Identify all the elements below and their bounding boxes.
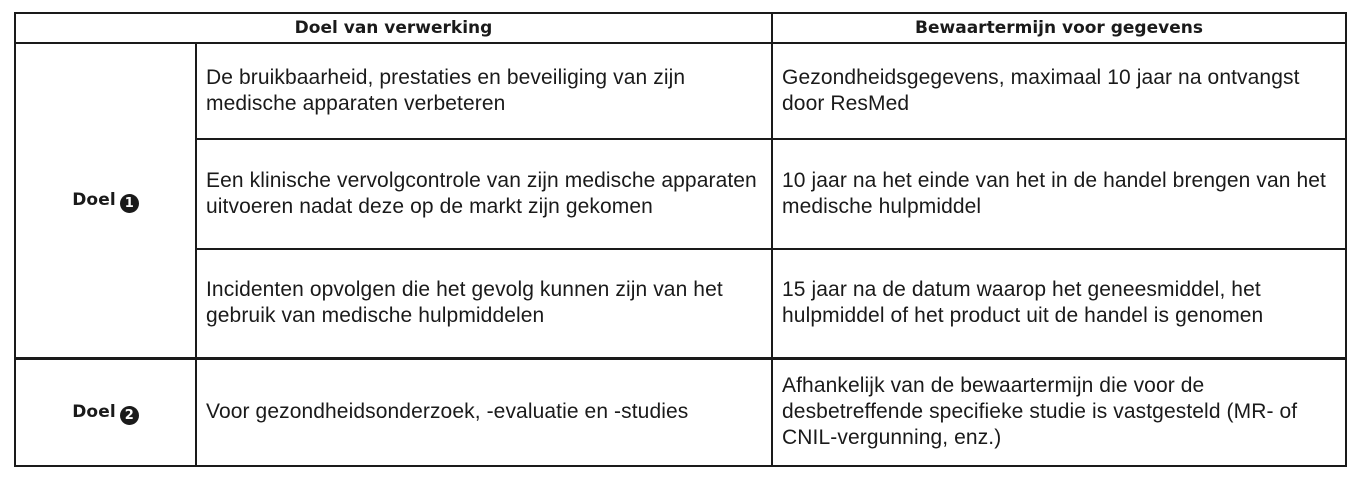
goal-2-label: Doel <box>72 402 116 423</box>
purpose-cell: Incidenten opvolgen die het gevolg kunnen zijn van het gebruik van medische hulpmiddelen <box>196 249 772 358</box>
retention-cell: 15 jaar na de datum waarop het geneesmiddel, het hulpmiddel of het product uit de handel is genomen <box>772 249 1346 358</box>
retention-table <box>14 12 1347 467</box>
purpose-cell: Een klinische vervolgcontrole van zijn medische apparaten uitvoeren nadat deze op de markt zijn gekomen <box>196 139 772 249</box>
goal-2-badge: 2 <box>120 406 139 425</box>
retention-table-container <box>14 12 1347 467</box>
table-row <box>15 358 1346 466</box>
purpose-cell: Voor gezondheidsonderzoek, -evaluatie en -studies <box>196 358 772 466</box>
header-row <box>15 13 1346 43</box>
retention-cell: Gezondheidsgegevens, maximaal 10 jaar na ontvangst door ResMed <box>772 43 1346 139</box>
table-row <box>15 249 1346 358</box>
header-purpose: Doel van verwerking <box>15 13 772 43</box>
header-retention: Bewaartermijn voor gegevens <box>772 13 1346 43</box>
goal-1-label: Doel <box>72 190 116 211</box>
retention-cell: 10 jaar na het einde van het in de handel brengen van het medische hulpmiddel <box>772 139 1346 249</box>
retention-cell: Afhankelijk van de bewaartermijn die voor de desbetreffende specifieke studie is vastgesteld (MR- of CNIL-vergunning, enz.) <box>772 358 1346 466</box>
table-row <box>15 43 1346 139</box>
table-row <box>15 139 1346 249</box>
purpose-cell: De bruikbaarheid, prestaties en beveiliging van zijn medische apparaten verbeteren <box>196 43 772 139</box>
goal-2-cell <box>15 358 196 466</box>
goal-1-cell <box>15 43 196 358</box>
goal-1-badge: 1 <box>120 194 139 213</box>
